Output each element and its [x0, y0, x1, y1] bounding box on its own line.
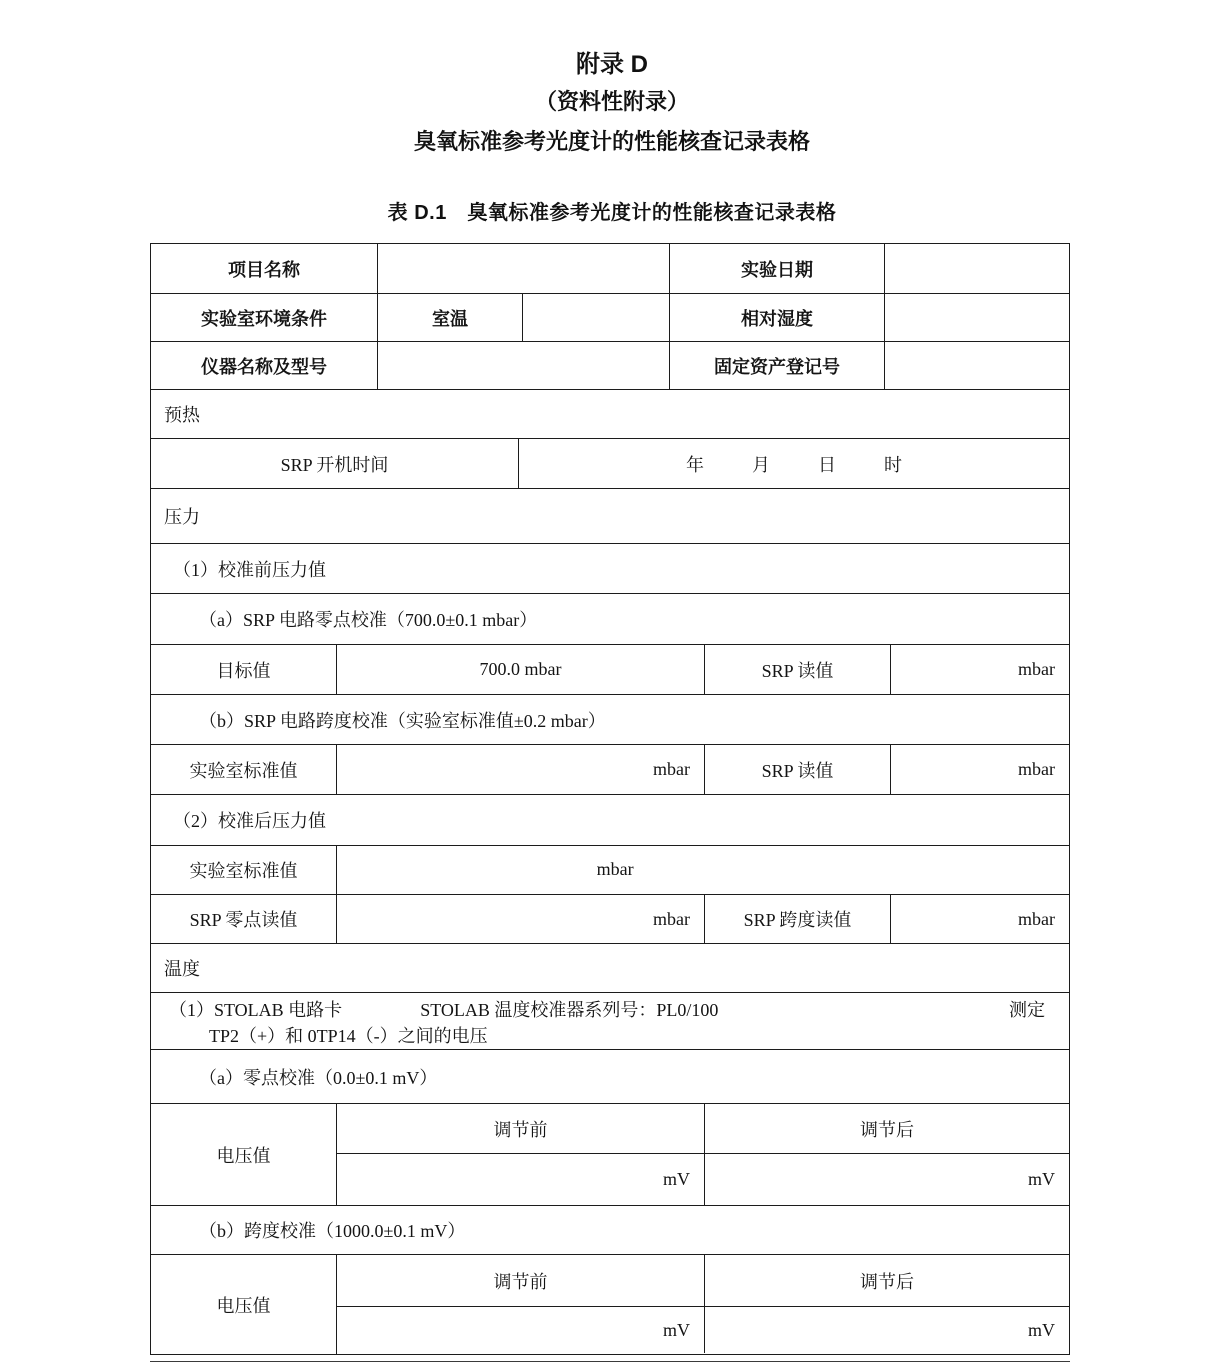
table-row: [151, 1050, 1069, 1104]
target-value: 700.0 mbar: [337, 645, 705, 694]
lab-standard-label: 实验室标准值: [151, 745, 337, 794]
pressure-item1b-label: （b）SRP 电路跨度校准（实验室标准值±0.2 mbar）: [199, 710, 606, 731]
table-row: [337, 1255, 1069, 1307]
instrument-value-cell: [378, 342, 670, 389]
room-temp-label: 室温: [378, 294, 523, 341]
table-row: [151, 594, 1069, 645]
after-adjust-label: 调节后: [860, 1271, 914, 1292]
date-unit-month: 月: [752, 454, 770, 475]
section-row-preheat: [151, 390, 1069, 439]
record-table: [150, 243, 1070, 1355]
srp-reading-unit: mbar: [1018, 659, 1055, 679]
pressure-item1-label: （1）校准前压力值: [173, 559, 326, 580]
stolab-line2: TP2（+）和 0TP14（-）之间的电压: [209, 1026, 488, 1046]
stolab-info-cell: [151, 993, 1069, 1049]
section-row-pressure: [151, 489, 1069, 544]
table-row: [151, 645, 1069, 695]
srp-span-reading-label: SRP 跨度读值: [705, 895, 891, 943]
pressure-item2-label: （2）校准后压力值: [173, 811, 326, 831]
stolab-calibrator-serial: STOLAB 温度校准器系列号：PL0/100: [420, 1000, 719, 1020]
stolab-measure-label: 测定: [1009, 1000, 1045, 1020]
appendix-subtitle: （资料性附录）: [534, 89, 689, 114]
experiment-date-value-cell: [885, 244, 1069, 293]
after-adjust-unit: mV: [1028, 1319, 1055, 1340]
srp-start-time-label: SRP 开机时间: [151, 439, 519, 488]
table-cutoff-line: [150, 1361, 1070, 1362]
table-row: [151, 695, 1069, 745]
voltage-value-label: 电压值: [151, 1255, 337, 1354]
table-row: [151, 993, 1069, 1050]
voltage-block-span: [151, 1255, 1069, 1354]
table-row: [151, 895, 1069, 944]
lab-standard-unit: mbar: [337, 745, 705, 794]
stolab-card-label: （1）STOLAB 电路卡: [169, 1000, 343, 1020]
table-row: [337, 1104, 1069, 1154]
before-adjust-unit: mV: [337, 1307, 705, 1353]
srp-zero-reading-unit: mbar: [337, 895, 705, 943]
voltage-value-label: 电压值: [151, 1104, 337, 1205]
srp-span-reading-unit: mbar: [1018, 908, 1055, 929]
before-adjust-unit: mV: [337, 1154, 705, 1205]
date-unit-day: 日: [818, 454, 836, 475]
lab-standard-value-cell: [337, 846, 1069, 894]
temperature-section-label: 温度: [164, 959, 200, 979]
table-row: [151, 439, 1069, 489]
project-name-value-cell: [378, 244, 670, 293]
appendix-heading: 臭氧标准参考光度计的性能核查记录表格: [413, 129, 810, 154]
voltage-block-zero: [151, 1104, 1069, 1206]
instrument-label: 仪器名称及型号: [151, 342, 378, 389]
asset-number-value-cell: [885, 342, 1069, 389]
lab-environment-label: 实验室环境条件: [151, 294, 378, 341]
before-adjust-label: 调节前: [337, 1104, 705, 1153]
table-row: [151, 342, 1069, 390]
srp-reading-label: SRP 读值: [705, 745, 891, 794]
humidity-value-cell: [885, 294, 1069, 341]
temperature-item-b-label: （b）跨度校准（1000.0±0.1 mV）: [199, 1221, 466, 1241]
project-name-label: 项目名称: [151, 244, 378, 293]
srp-zero-reading-label: SRP 零点读值: [151, 895, 337, 943]
srp-reading-label: SRP 读值: [705, 645, 891, 694]
table-row: [151, 846, 1069, 895]
stolab-line1: [169, 997, 1045, 1023]
temperature-item-a-label: （a）零点校准（0.0±0.1 mV）: [199, 1067, 438, 1088]
table-caption: 表 D.1 臭氧标准参考光度计的性能核查记录表格: [387, 202, 837, 224]
pressure-section-label: 压力: [164, 507, 200, 527]
room-temp-value-cell: [523, 294, 670, 341]
pressure-item1a-label: （a）SRP 电路零点校准（700.0±0.1 mbar）: [199, 610, 538, 630]
date-unit-year: 年: [686, 454, 704, 475]
table-row: [151, 1206, 1069, 1255]
asset-number-label: 固定资产登记号: [670, 342, 885, 389]
after-adjust-label: 调节后: [860, 1119, 914, 1140]
section-row-temperature: [151, 944, 1069, 993]
voltage-subtable: [337, 1104, 1069, 1205]
table-row: [151, 745, 1069, 795]
date-unit-hour: 时: [884, 454, 902, 475]
lab-standard-unit: mbar: [596, 859, 634, 879]
appendix-title: 附录 D: [576, 51, 648, 78]
table-row: [151, 244, 1069, 294]
srp-reading-unit: mbar: [1018, 759, 1055, 779]
humidity-label: 相对湿度: [670, 294, 885, 341]
date-unit-group: [519, 451, 1069, 477]
voltage-subtable: [337, 1255, 1069, 1354]
table-row: [337, 1154, 1069, 1205]
srp-start-time-value-cell: [519, 439, 1069, 488]
table-row: [151, 294, 1069, 342]
after-adjust-unit: mV: [1028, 1169, 1055, 1189]
table-row: [151, 795, 1069, 846]
before-adjust-label: 调节前: [337, 1255, 705, 1306]
lab-standard-label: 实验室标准值: [151, 846, 337, 894]
table-row: [337, 1307, 1069, 1353]
experiment-date-label: 实验日期: [670, 244, 885, 293]
table-row: [151, 544, 1069, 594]
preheat-section-label: 预热: [164, 405, 200, 425]
target-value-label: 目标值: [151, 645, 337, 694]
